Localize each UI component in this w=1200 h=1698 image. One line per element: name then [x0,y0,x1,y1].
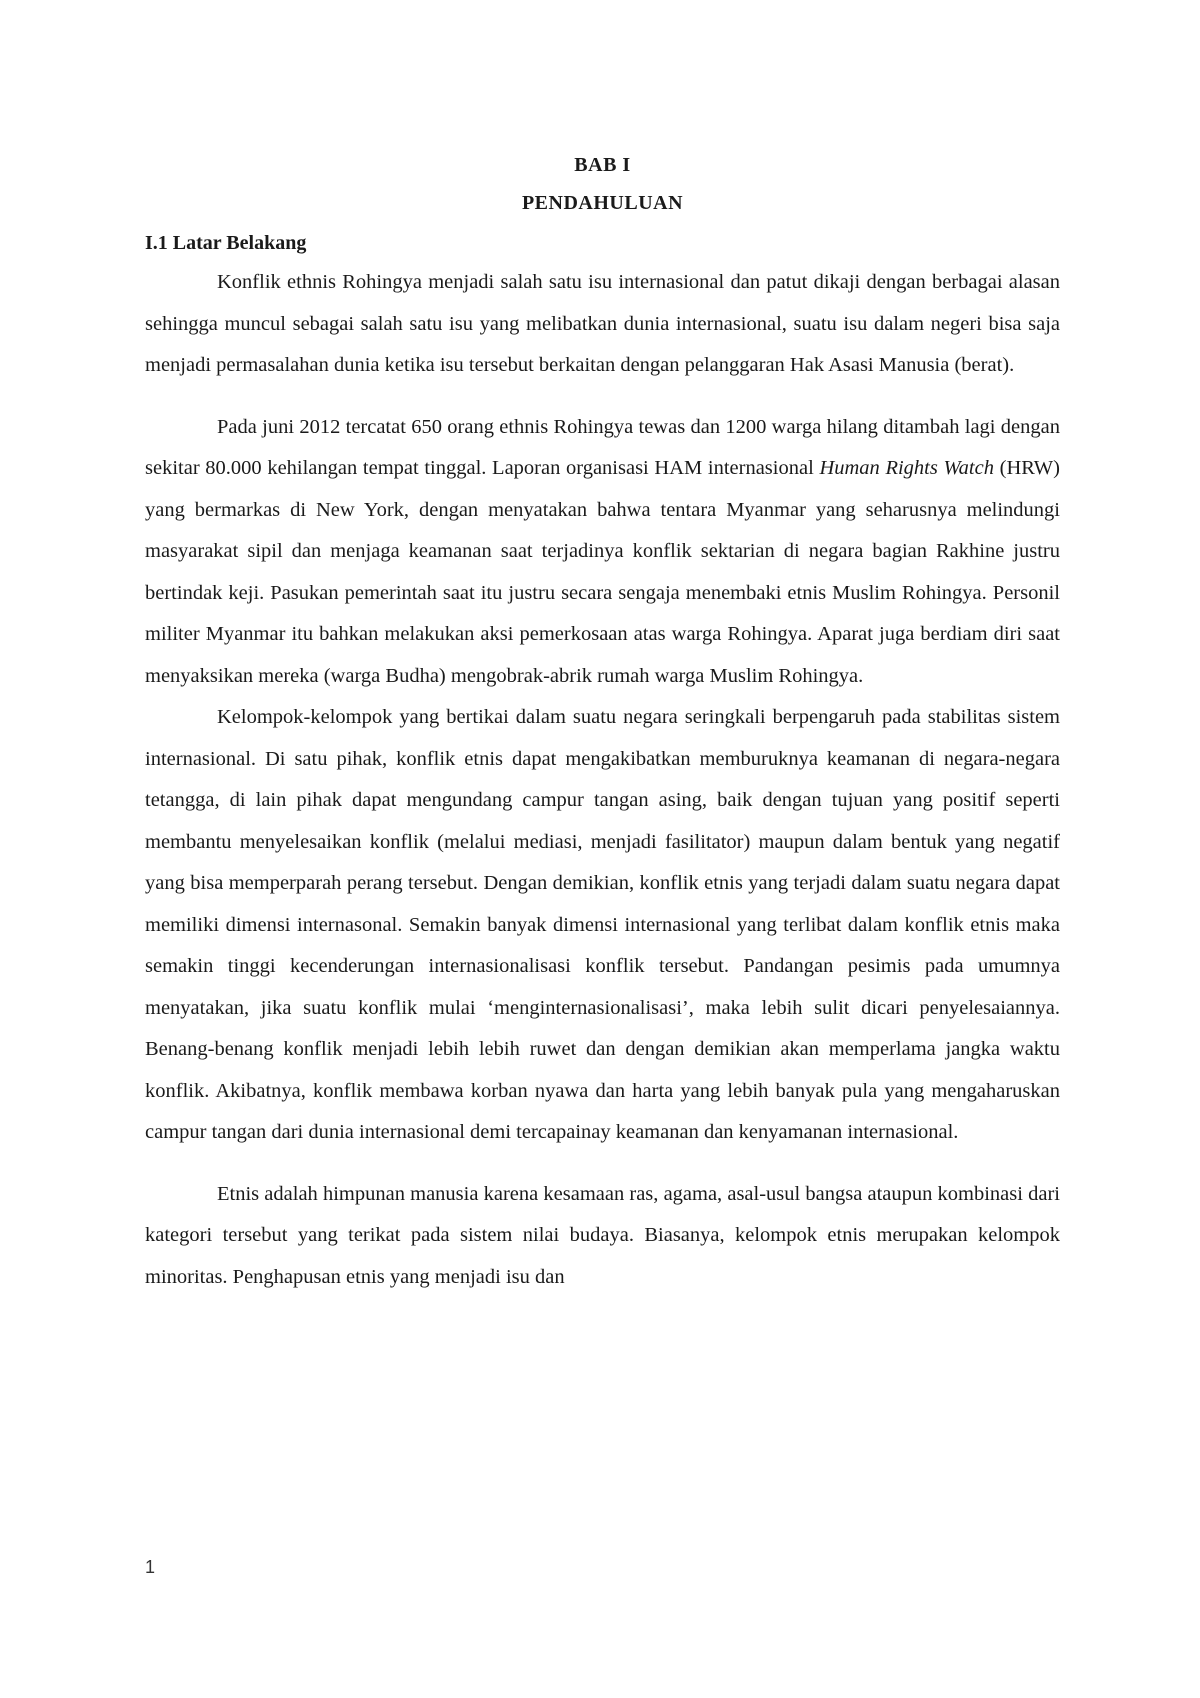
chapter-number: BAB I [574,154,631,176]
paragraph-4: Etnis adalah himpunan manusia karena kesamaan ras, agama, asal-usul bangsa ataupun kombinasi dari kategori tersebut yang terikat pada sistem nilai budaya. Biasanya, kelompok etnis merupakan kelompok minoritas. Penghapusan etnis yang menjadi isu dan [145,1182,1060,1288]
paragraph-2 [145,407,1060,698]
section-heading: I.1 Latar Belakang [145,232,307,254]
paragraph-2-italic-org-name: Human Rights Watch [819,457,994,479]
paragraph-2-text-start: Pada juni 2012 tercatat 650 orang ethnis Rohingya tewas dan 1200 warga hilang ditambah lagi dengan sekitar 80.000 kehilangan tempat tinggal. Laporan organisasi HAM internasional [145,415,1060,479]
chapter-title: PENDAHULUAN [521,192,684,214]
paragraph-3: Kelompok-kelompok yang bertikai dalam suatu negara seringkali berpengaruh pada stabilitas sistem internasional. Di satu pihak, konflik etnis dapat mengakibatkan memburuknya keamanan di negara-negara tetangga, di lain pihak dapat mengundang campur tangan asing, baik dengan tujuan yang positif seperti membantu menyelesaikan konflik (melalui mediasi, menjadi fasilitator) maupun dalam bentuk yang negatif yang bisa memperparah perang tersebut. Dengan demikian, konflik etnis yang terjadi dalam suatu negara dapat memiliki dimensi internasonal. Semakin banyak dimensi internasional yang terlibat dalam konflik etnis maka semakin tinggi kecenderungan internasionalisasi konflik tersebut. Pandangan pesimis pada umumnya menyatakan, jika suatu konflik mulai ‘menginternasionalisasi’, maka lebih sulit dicari penyelesaiannya. Benang-benang konflik menjadi lebih lebih ruwet dan dengan demikian akan memperlama jangka waktu konflik. Akibatnya, konflik membawa korban nyawa dan harta yang lebih banyak pula yang mengaharuskan campur tangan dari dunia internasional demi tercapainay keamanan dan kenyamanan internasional. [145,706,1060,1143]
paragraph-2-text-end: (HRW) yang bermarkas di New York, dengan menyatakan bahwa tentara Myanmar yang seharusnya melindungi masyarakat sipil dan menjaga keamanan saat terjadinya konflik sektarian di negara bagian Rakhine justru bertindak keji. Pasukan pemerintah saat itu justru secara sengaja menembaki etnis Muslim Rohingya. Personil militer Myanmar itu bahkan melakukan aksi pemerkosaan atas warga Rohingya. Aparat juga berdiam diri saat menyaksikan mereka (warga Budha) mengobrak-abrik rumah warga Muslim Rohingya. [145,457,1060,687]
page-content [145,146,1060,1298]
page-number: 1 [145,1557,156,1577]
paragraph-1: Konflik ethnis Rohingya menjadi salah satu isu internasional dan patut dikaji dengan berbagai alasan sehingga muncul sebagai salah satu isu yang melibatkan dunia internasional, suatu isu dalam negeri bisa saja menjadi permasalahan dunia ketika isu tersebut berkaitan dengan pelanggaran Hak Asasi Manusia (berat). [145,271,1060,376]
